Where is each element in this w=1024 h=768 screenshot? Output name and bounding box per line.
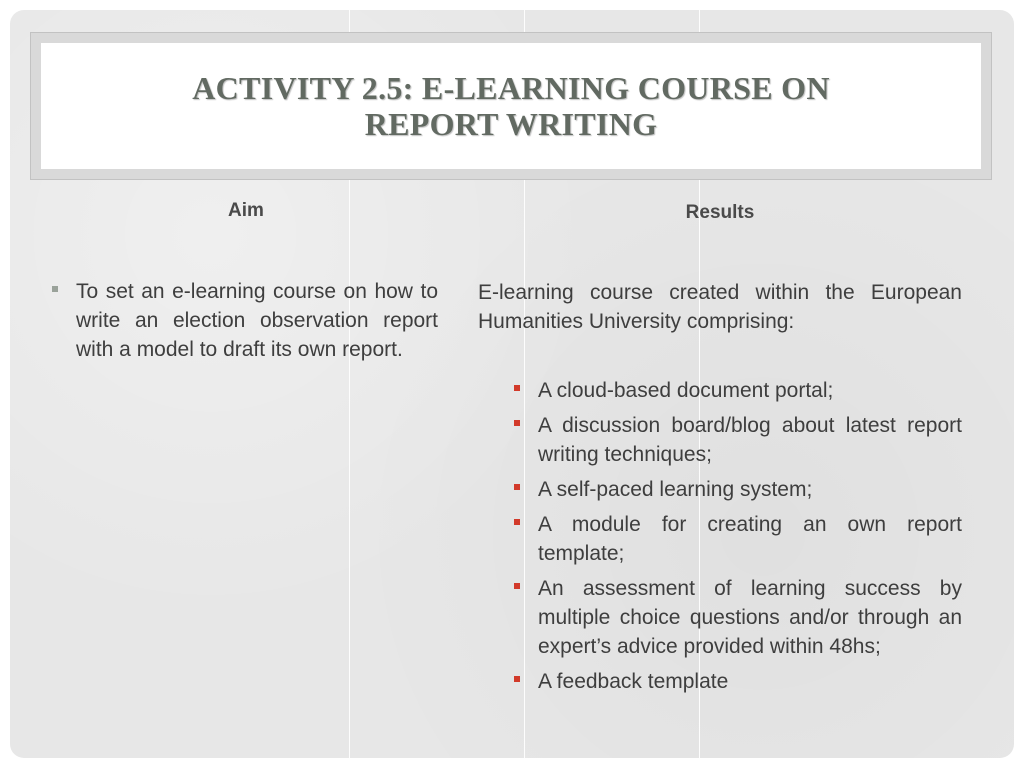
title-box [41,43,981,169]
list-item-text: A feedback template [538,670,729,693]
square-bullet-icon [514,385,520,391]
list-item [514,667,962,696]
list-item [514,574,962,661]
list-item [514,510,962,568]
aim-item [52,277,438,364]
list-item-text: An assessment of learning success by multiple choice questions and/or through an expert’s advice provided within 48hs; [538,577,962,658]
aim-content [52,277,438,364]
aim-item-text: To set an e-learning course on how to write an election observation report with a model to draft its own report. [76,280,438,361]
list-item [514,475,962,504]
list-item-text: A discussion board/blog about latest report writing techniques; [538,414,962,466]
title-frame [30,32,992,180]
square-bullet-icon [514,676,520,682]
slide-title: ACTIVITY 2.5: E-LEARNING COURSE ON REPORT WRITING [192,70,830,142]
list-item [514,411,962,469]
results-list [514,376,962,702]
square-bullet-icon [514,583,520,589]
list-item-text: A cloud-based document portal; [538,379,834,402]
square-bullet-icon [514,484,520,490]
results-intro: E-learning course created within the European Humanities University comprising: [478,281,962,333]
aim-heading: Aim [228,200,264,221]
list-item-text: A module for creating an own report template; [538,513,962,565]
square-bullet-icon [52,286,58,292]
square-bullet-icon [514,519,520,525]
results-heading: Results [685,202,755,223]
square-bullet-icon [514,420,520,426]
slide [10,10,1014,758]
list-item-text: A self-paced learning system; [538,478,813,501]
list-item [514,376,962,405]
